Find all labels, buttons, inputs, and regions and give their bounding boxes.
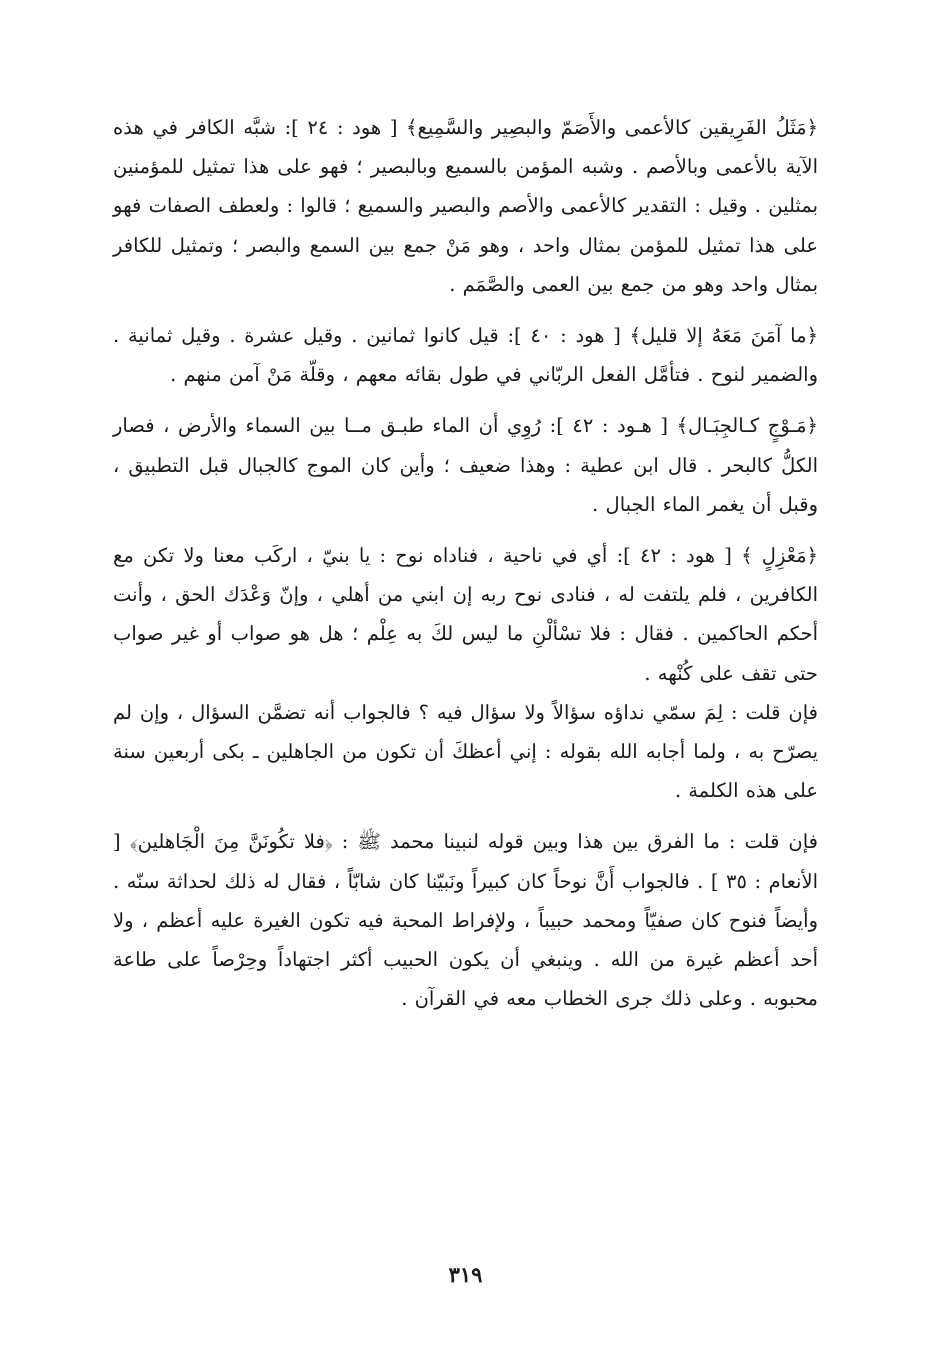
page-number: ٣١٩ [448,1262,483,1287]
paragraph-question-2: فإن قلت : ما الفرق بين هذا وبين قوله لنبينا محمد ﷺ : ﴿فلا تكُونَنَّ مِنَ الْجَاهلين﴾ [ الأنعام : ٣٥ ] . فالجواب أَنَّ نوحاً كان كبيراً ونَبيّنا كان شابّاً ، فقال له ذلك لحداثة سنّه . وأيضاً فنوح كان صفيّاً ومحمد حبيباً ، ولإفراط المحبة فيه تكون الغيرة عليه أعظم ، ولا أحد أعظم غيرة من الله . وينبغي أن يكون الحبيب أكثر اجتهاداً وحِرْصاً على طاعة محبوبه . وعلى ذلك جرى الخطاب معه في القرآن . [113,830,818,1011]
paragraph-hud-40: ﴿ما آمَنَ مَعَهُ إلا قليل﴾ [ هود : ٤٠ ]: قيل كانوا ثمانين . وقيل عشرة . وقيل ثمانية . والضمير لنوح . فتأمَّل الفعل الربّاني في طول بقائه معهم ، وقلّة مَنْ آمن منهم . [113,324,818,387]
text-body [113,108,818,1018]
paragraph-question-1: فإن قلت : لِمَ سمّي نداؤه سؤالاً ولا سؤال فيه ؟ فالجواب أنه تضمَّن السؤال ، وإن لم يصرّح به ، ولما أجابه الله بقوله : إني أعظكَ أن تكون من الجاهلين ـ بكى أربعين سنة على هذه الكلمة . [113,700,818,803]
paragraph-hud-42-isolation: ﴿مَعْزِلٍ ﴾ [ هود : ٤٢ ]: أي في ناحية ، فناداه نوح : يا بنيّ ، اركَب معنا ولا تكن مع الكافرين ، فلم يلتفت له ، فنادى نوح ربه إن ابني من أهلي ، وإنّ وَعْدَك الحق ، وأنت أحكم الحاكمين . فقال : فلا تسْألْنِ ما ليس لكَ به عِلْم ؛ هل هو صواب أو غير صواب حتى تقف على كُنْهه . [113,544,819,685]
paragraph-hud-42-waves: ﴿مَـوْجٍ كـالجِبَـال﴾ [ هـود : ٤٢ ]: رُوِي أن الماء طبـق مــا بين السماء والأرض ، فصار الكلُّ كالبحر . قال ابن عطية : وهذا ضعيف ؛ وأين كان الموج كالجبال قبل التطبيق ، وقبل أن يغمر الماء الجبال . [113,414,818,516]
paragraph-hud-24: ﴿مَثَلُ الفَرِيقين كالأعمى والأَصَمّ والبصِير والسَّمِيع﴾ [ هود : ٢٤ ]: شبَّه الكافر في هذه الآية بالأعمى وبالأصم . وشبه المؤمن بالسميع وبالبصير ؛ فهو على هذا تمثيل للمؤمنين بمثلين . وقيل : التقدير كالأعمى والأصم والبصير والسميع ؛ قالوا : ولعطف الصفات فهو على هذا تمثيل للمؤمن بمثال واحد ، وهو مَنْ جمع بين السمع والبصر ؛ وتمثيل للكافر بمثال واحد وهو من جمع بين العمى والصَّمَم . [113,116,818,296]
